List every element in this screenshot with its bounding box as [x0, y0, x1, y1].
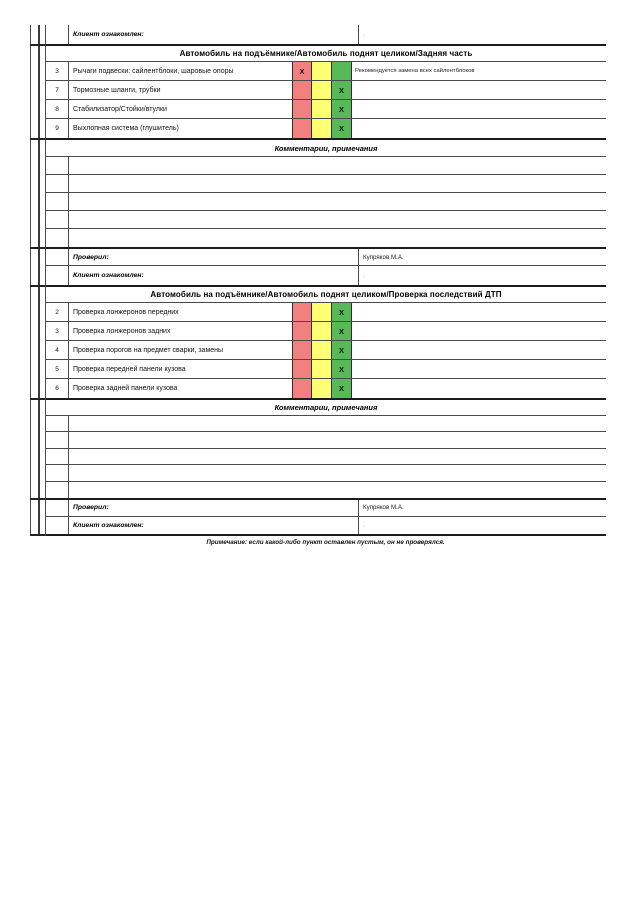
item-comment — [352, 303, 606, 321]
row-number-cell — [46, 500, 69, 516]
item-comment: Рекомендуется замена всех сайлентблоков — [355, 68, 475, 74]
mark-cell-green: X — [332, 360, 352, 378]
mark-cell-red — [292, 360, 312, 378]
mark-cell-green: X — [332, 81, 352, 99]
item-comment — [352, 322, 606, 340]
mark-cell-green: X — [332, 341, 352, 359]
comment-line-field — [69, 175, 606, 192]
client-signature-field: . — [363, 31, 365, 38]
client-ack-row — [46, 266, 606, 285]
client-ack-label: Клиент ознакомлен: — [69, 266, 359, 285]
comment-line-field — [69, 229, 606, 247]
item-comment — [352, 119, 606, 138]
mark-cell-green: X — [332, 379, 352, 398]
mark-cell-red — [292, 322, 312, 340]
checked-by-label: Проверил: — [69, 500, 359, 516]
row-number-cell — [46, 157, 69, 174]
comments-section-title — [46, 138, 606, 157]
item-description: Проверка передней панели кузова — [73, 365, 186, 373]
client-ack-label: Клиент ознакомлен: — [69, 517, 359, 534]
row-number-cell — [46, 229, 69, 247]
section-divider-extension — [30, 44, 45, 46]
section-divider-extension — [30, 534, 45, 536]
mark-cell-yellow — [312, 303, 332, 321]
checked-by-label: Проверил: — [69, 249, 359, 265]
item-description: Проверка лонжеронов передних — [73, 308, 179, 316]
section-title — [46, 285, 606, 303]
item-description: Стабилизатор/Стойки/втулки — [73, 105, 167, 113]
comment-line-row — [46, 175, 606, 193]
item-comment — [352, 360, 606, 378]
item-comment — [352, 100, 606, 118]
section-title — [46, 44, 606, 62]
comment-line-row — [46, 416, 606, 432]
comment-line-field — [69, 449, 606, 464]
item-comment — [352, 379, 606, 398]
checklist-row — [46, 360, 606, 379]
mark-cell-yellow — [312, 322, 332, 340]
comment-line-field — [69, 465, 606, 480]
checklist-row — [46, 303, 606, 322]
mark-cell-green: X — [332, 303, 352, 321]
section-divider-extension — [30, 285, 45, 287]
item-comment — [352, 341, 606, 359]
comment-line-row — [46, 193, 606, 211]
mark-cell-yellow — [312, 119, 332, 138]
mark-cell-red — [292, 81, 312, 99]
section-divider-extension — [30, 138, 45, 140]
comment-line-row — [46, 432, 606, 448]
row-number-cell — [46, 465, 69, 480]
row-number: 5 — [46, 360, 69, 378]
row-number-cell — [46, 517, 69, 534]
row-number-cell — [46, 266, 69, 285]
comment-line-row — [46, 229, 606, 247]
item-description: Выхлопная система (глушитель) — [73, 125, 179, 132]
checklist-row — [46, 62, 606, 81]
row-number: 3 — [46, 62, 69, 80]
row-number-cell — [46, 249, 69, 265]
checked-by-row — [46, 247, 606, 266]
inspection-form-table — [45, 25, 606, 536]
footnote: Примечание: если какой-либо пункт оставлен пустым, он не проверялся. — [206, 539, 445, 546]
mark-cell-green: X — [332, 100, 352, 118]
comment-line-field — [69, 193, 606, 210]
checklist-row — [46, 322, 606, 341]
comments-section-title — [46, 398, 606, 416]
client-ack-row — [46, 517, 606, 536]
comment-line-field — [69, 432, 606, 447]
row-number: 6 — [46, 379, 69, 398]
comments-title-text: Комментарии, примечания — [274, 403, 378, 412]
row-number: 7 — [46, 81, 69, 99]
client-ack-row — [46, 25, 606, 44]
comment-line-field — [69, 416, 606, 431]
client-signature-field: . — [363, 272, 365, 279]
checked-by-row — [46, 498, 606, 517]
client-signature-field: . — [363, 521, 365, 529]
mark-cell-yellow — [312, 341, 332, 359]
mark-cell-red — [292, 341, 312, 359]
checklist-row — [46, 81, 606, 100]
row-number: 4 — [46, 341, 69, 359]
row-number-cell — [46, 449, 69, 464]
checklist-row — [46, 341, 606, 360]
section-title-text: Автомобиль на подъёмнике/Автомобиль поднят целиком/Проверка последствий ДТП — [150, 290, 502, 299]
section-divider-extension — [30, 398, 45, 400]
mark-cell-red — [292, 100, 312, 118]
section-divider-extension — [30, 498, 45, 500]
mark-cell-green: X — [332, 322, 352, 340]
mark-cell-red — [292, 379, 312, 398]
item-description: Тормозные шланги, трубки — [73, 86, 161, 94]
comments-title-text: Комментарии, примечания — [274, 143, 378, 153]
comment-line-field — [69, 211, 606, 228]
left-frame-line-outer — [30, 25, 31, 536]
row-number-cell — [46, 432, 69, 447]
row-number-cell — [46, 25, 69, 44]
inspector-name: Купряков М.А. — [363, 253, 404, 261]
row-number-cell — [46, 193, 69, 210]
section-title-text: Автомобиль на подъёмнике/Автомобиль поднят целиком/Задняя часть — [179, 49, 473, 58]
mark-cell-yellow — [312, 360, 332, 378]
mark-cell-yellow — [312, 100, 332, 118]
mark-cell-yellow — [312, 379, 332, 398]
row-number-cell — [46, 175, 69, 192]
mark-cell-green — [332, 62, 352, 80]
mark-cell-red — [292, 303, 312, 321]
mark-cell-red: X — [292, 62, 312, 80]
mark-cell-yellow — [312, 62, 332, 80]
comment-line-row — [46, 482, 606, 498]
comment-line-field — [69, 157, 606, 174]
row-number-cell — [46, 482, 69, 498]
row-number: 3 — [46, 322, 69, 340]
comment-line-row — [46, 157, 606, 175]
mark-cell-yellow — [312, 81, 332, 99]
client-ack-label: Клиент ознакомлен: — [69, 25, 359, 44]
row-number: 9 — [46, 119, 69, 138]
item-description: Проверка порогов на предмет сварки, замены — [73, 346, 224, 354]
row-number: 2 — [46, 303, 69, 321]
mark-cell-green: X — [332, 119, 352, 138]
checklist-row — [46, 119, 606, 138]
comment-line-row — [46, 211, 606, 229]
row-number: 8 — [46, 100, 69, 118]
comment-line-field — [69, 482, 606, 498]
item-description: Проверка лонжеронов задних — [73, 327, 171, 335]
checklist-row — [46, 100, 606, 119]
row-number-cell — [46, 416, 69, 431]
item-comment — [352, 81, 606, 99]
row-number-cell — [46, 211, 69, 228]
item-description: Проверка задней панели кузова — [73, 385, 178, 392]
comment-line-row — [46, 449, 606, 465]
left-frame-line-inner — [38, 25, 40, 536]
checklist-row — [46, 379, 606, 398]
mark-cell-red — [292, 119, 312, 138]
comment-line-row — [46, 465, 606, 481]
item-description: Рычаги подвески: сайлентблоки, шаровые опоры — [73, 67, 234, 75]
section-divider-extension — [30, 247, 45, 249]
inspector-name: Купряков М.А. — [363, 504, 404, 512]
